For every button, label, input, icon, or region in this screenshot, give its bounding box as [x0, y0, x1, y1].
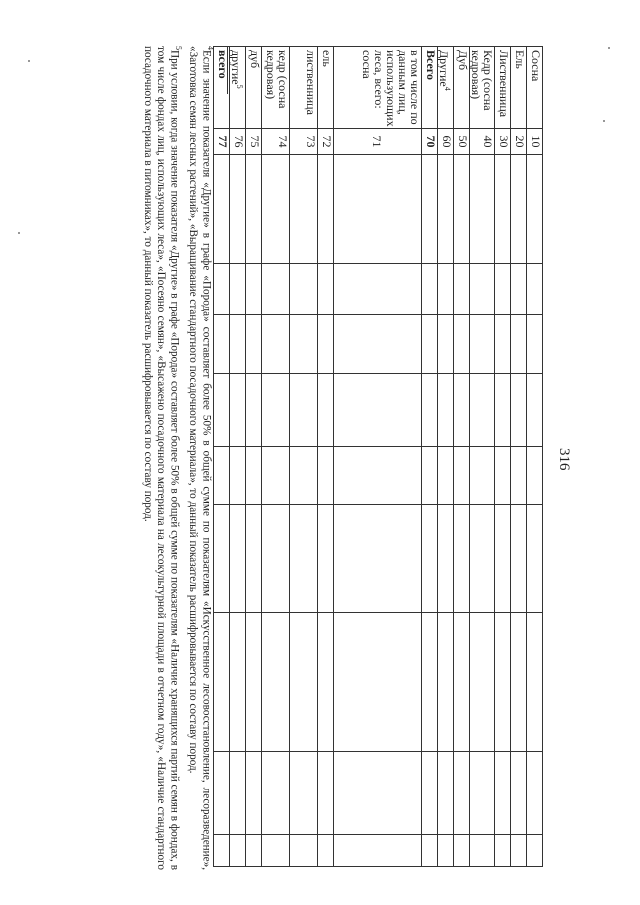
empty-cell [334, 505, 422, 613]
row-label-text: в том числе по данным лиц, использующих леса, всего: сосна [360, 50, 422, 127]
row-label [454, 47, 470, 129]
empty-cell [511, 447, 527, 505]
empty-cell [454, 835, 470, 867]
empty-cell [527, 447, 543, 505]
empty-cell [318, 835, 334, 867]
empty-cell [318, 155, 334, 264]
empty-cell [527, 155, 543, 264]
table-row [334, 47, 422, 867]
empty-cell [246, 155, 262, 264]
empty-cell [454, 155, 470, 264]
row-label-text: всего [216, 50, 230, 79]
empty-cell [318, 374, 334, 447]
empty-cell [438, 374, 454, 447]
empty-cell [334, 447, 422, 505]
empty-cell [262, 315, 290, 374]
row-label-text: кедр (сосна кедровая) [264, 50, 290, 109]
empty-cell [334, 374, 422, 447]
row-label [495, 47, 511, 129]
empty-cell [470, 505, 495, 613]
table-row [290, 47, 318, 867]
empty-cell [438, 155, 454, 264]
empty-cell [246, 315, 262, 374]
row-label [262, 47, 290, 129]
empty-cell [495, 835, 511, 867]
empty-cell [262, 155, 290, 264]
empty-cell [422, 374, 438, 447]
row-code: 71 [334, 129, 422, 155]
row-code: 60 [438, 129, 454, 155]
table-row [495, 47, 511, 867]
row-footnote-mark: 5 [235, 84, 244, 89]
footnote-5 [141, 46, 186, 870]
empty-cell [470, 374, 495, 447]
empty-cell [246, 613, 262, 752]
empty-cell [470, 752, 495, 835]
species-table [213, 46, 543, 867]
empty-cell [527, 264, 543, 315]
empty-cell [290, 155, 318, 264]
table-row [230, 47, 246, 867]
empty-cell [454, 315, 470, 374]
row-label [438, 47, 454, 129]
empty-cell [422, 447, 438, 505]
empty-cell [230, 447, 246, 505]
row-label-text: лиственница [304, 50, 318, 115]
empty-cell [422, 505, 438, 613]
empty-cell [230, 315, 246, 374]
empty-cell [334, 613, 422, 752]
table-row [422, 47, 438, 867]
empty-cell [438, 505, 454, 613]
empty-cell [454, 505, 470, 613]
row-label-text: Дуб [456, 50, 470, 71]
footnotes [141, 46, 218, 870]
empty-cell [422, 752, 438, 835]
row-label-text: Сосна [529, 50, 543, 82]
empty-cell [495, 613, 511, 752]
empty-cell [511, 752, 527, 835]
empty-cell [470, 447, 495, 505]
empty-cell [318, 264, 334, 315]
empty-cell [290, 315, 318, 374]
row-label [422, 47, 438, 129]
table-row [438, 47, 454, 867]
empty-cell [334, 315, 422, 374]
row-label-text: другие [229, 50, 243, 85]
row-code: 75 [246, 129, 262, 155]
row-code: 74 [262, 129, 290, 155]
empty-cell [438, 613, 454, 752]
table-row [470, 47, 495, 867]
empty-cell [511, 505, 527, 613]
scan-speck [18, 232, 20, 234]
empty-cell [262, 374, 290, 447]
empty-cell [454, 374, 470, 447]
row-label-text: Кедр (сосна кедровая) [469, 50, 495, 111]
empty-cell [470, 264, 495, 315]
empty-cell [290, 752, 318, 835]
row-label-text: Лиственница [497, 50, 511, 118]
row-label [246, 47, 262, 129]
empty-cell [454, 752, 470, 835]
empty-cell [262, 447, 290, 505]
empty-cell [262, 613, 290, 752]
empty-cell [334, 752, 422, 835]
empty-cell [262, 505, 290, 613]
empty-cell [527, 315, 543, 374]
footnote-mark: 4 [206, 46, 215, 50]
empty-cell [527, 374, 543, 447]
empty-cell [230, 752, 246, 835]
page-number: 316 [556, 448, 572, 471]
empty-cell [527, 835, 543, 867]
empty-cell [262, 835, 290, 867]
empty-cell [422, 315, 438, 374]
row-label [527, 47, 543, 129]
empty-cell [318, 613, 334, 752]
scan-speck [608, 47, 610, 49]
row-label [230, 47, 246, 129]
empty-cell [334, 264, 422, 315]
footnote-mark: 5 [174, 46, 184, 50]
empty-cell [511, 264, 527, 315]
table-row [246, 47, 262, 867]
empty-cell [511, 155, 527, 264]
empty-cell [230, 374, 246, 447]
empty-cell [290, 505, 318, 613]
empty-cell [230, 835, 246, 867]
empty-cell [454, 264, 470, 315]
row-label [318, 47, 334, 129]
table-row [318, 47, 334, 867]
table-row [262, 47, 290, 867]
table-row [527, 47, 543, 867]
row-label [334, 47, 422, 129]
empty-cell [470, 315, 495, 374]
empty-cell [511, 374, 527, 447]
empty-cell [511, 613, 527, 752]
footnote-separator [227, 46, 228, 94]
empty-cell [495, 155, 511, 264]
empty-cell [422, 264, 438, 315]
empty-cell [230, 613, 246, 752]
empty-cell [438, 835, 454, 867]
row-label [470, 47, 495, 129]
empty-cell [318, 752, 334, 835]
empty-cell [230, 264, 246, 315]
empty-cell [438, 752, 454, 835]
empty-cell [495, 752, 511, 835]
row-code: 72 [318, 129, 334, 155]
row-code: 30 [495, 129, 511, 155]
empty-cell [438, 447, 454, 505]
empty-cell [422, 835, 438, 867]
row-label-text: дуб [248, 50, 262, 69]
row-code: 77 [214, 129, 230, 155]
empty-cell [495, 264, 511, 315]
empty-cell [495, 315, 511, 374]
empty-cell [527, 505, 543, 613]
empty-cell [438, 264, 454, 315]
empty-cell [470, 835, 495, 867]
row-footnote-mark: 4 [443, 86, 452, 91]
row-label-text: Ель [513, 50, 527, 69]
scan-speck [603, 120, 605, 122]
footnote-4 [185, 46, 217, 870]
empty-cell [527, 613, 543, 752]
empty-cell [318, 505, 334, 613]
empty-cell [246, 752, 262, 835]
row-code: 70 [422, 129, 438, 155]
empty-cell [511, 835, 527, 867]
empty-cell [495, 374, 511, 447]
table-row [511, 47, 527, 867]
row-code: 10 [527, 129, 543, 155]
empty-cell [511, 315, 527, 374]
empty-cell [454, 613, 470, 752]
empty-cell [495, 505, 511, 613]
row-code: 40 [470, 129, 495, 155]
empty-cell [262, 264, 290, 315]
empty-cell [290, 613, 318, 752]
row-code: 76 [230, 129, 246, 155]
row-label-text: Всего [424, 50, 438, 80]
empty-cell [334, 155, 422, 264]
empty-cell [246, 447, 262, 505]
row-code: 50 [454, 129, 470, 155]
empty-cell [454, 447, 470, 505]
empty-cell [290, 374, 318, 447]
table-row [454, 47, 470, 867]
empty-cell [438, 315, 454, 374]
empty-cell [318, 315, 334, 374]
empty-cell [527, 752, 543, 835]
empty-cell [290, 447, 318, 505]
empty-cell [422, 613, 438, 752]
empty-cell [334, 835, 422, 867]
empty-cell [246, 374, 262, 447]
row-label-text: Другие [437, 50, 451, 87]
scan-speck [28, 60, 30, 62]
empty-cell [246, 264, 262, 315]
row-label [511, 47, 527, 129]
empty-cell [262, 752, 290, 835]
footnote-text: Если значение показателя «Другие» в графе «Порода» составляет более 50% в общей сумме по показателям «Искусственное лесовосстановление, лесоразведение», «Заготовка семян лесных растений», «Выращивание стандартного посадочного материала», то данный показатель расшифровывается по составу пород. [186, 46, 213, 870]
empty-cell [318, 447, 334, 505]
empty-cell [422, 155, 438, 264]
empty-cell [246, 835, 262, 867]
empty-cell [470, 613, 495, 752]
empty-cell [246, 505, 262, 613]
empty-cell [230, 505, 246, 613]
row-label [290, 47, 318, 129]
empty-cell [230, 155, 246, 264]
row-code: 73 [290, 129, 318, 155]
empty-cell [290, 264, 318, 315]
footnote-text: При условии, когда значение показателя «Другие» в графе «Порода» составляет более 50% в общей сумме по показателям «Наличие хранящихся партий семян в фондах, в том числе фондах лиц, использующих леса», «Посеяно семян», «Высажено посадочного материала на лесокультурной площади в отчетном году», «Наличие стандартного посадочного материала в питомниках», то данный показатель расшифровывается по составу пород. [141, 46, 181, 870]
empty-cell [470, 155, 495, 264]
empty-cell [290, 835, 318, 867]
empty-cell [495, 447, 511, 505]
row-code: 20 [511, 129, 527, 155]
row-label-text: ель [320, 50, 334, 67]
